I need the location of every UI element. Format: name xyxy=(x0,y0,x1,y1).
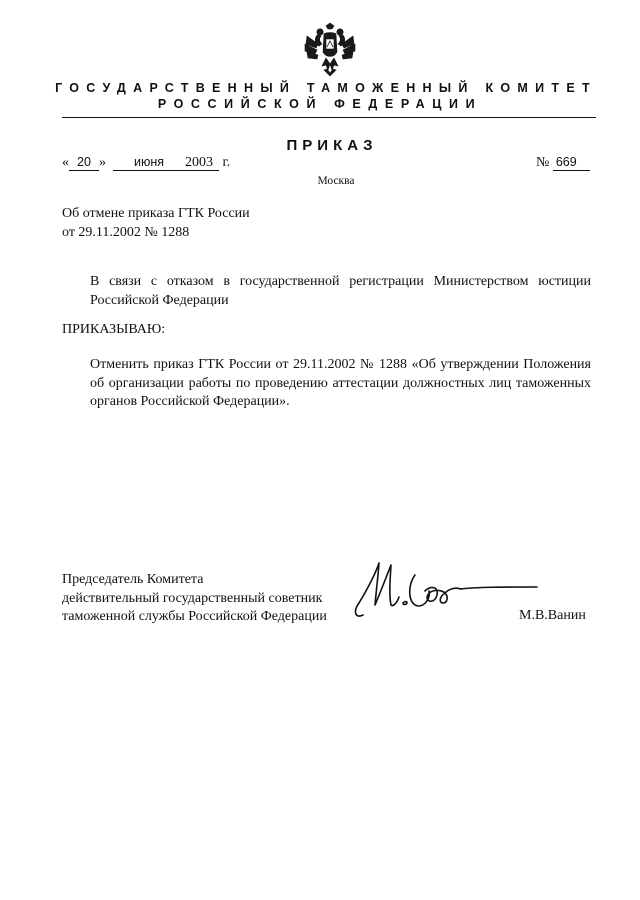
order-word: ПРИКАЗЫВАЮ: xyxy=(62,322,166,337)
date-year: 2003 xyxy=(185,155,219,171)
document-city: Москва xyxy=(317,175,355,187)
subject-line1: Об отмене приказа ГТК России xyxy=(62,206,250,221)
date-open-quote: « xyxy=(62,155,69,170)
date-year-suffix: г. xyxy=(222,155,231,170)
signatory-title-line3: таможенной службы Российской Федерации xyxy=(62,609,327,624)
signatory-title-line1: Председатель Комитета xyxy=(62,572,204,587)
number-value: 669 xyxy=(553,155,590,171)
organization-name-line1: ГОСУДАРСТВЕННЫЙ ТАМОЖЕННЫЙ КОМИТЕТ xyxy=(55,81,597,95)
document-type: ПРИКАЗ xyxy=(286,137,378,154)
signatory-title-line2: действительный государственный советник xyxy=(62,590,323,606)
header-divider xyxy=(62,117,596,118)
directive-paragraph xyxy=(62,356,591,412)
signatory-title xyxy=(62,571,327,627)
organization-name-line2: РОССИЙСКОЙ ФЕДЕРАЦИИ xyxy=(157,97,483,111)
subject-line2: от 29.11.2002 № 1288 xyxy=(62,224,190,240)
document-date xyxy=(62,155,230,171)
document-subject xyxy=(62,205,250,242)
date-day: 20 xyxy=(69,155,99,171)
document-number xyxy=(536,155,590,171)
date-close-quote: » xyxy=(99,155,106,170)
directive-text: Отменить приказ ГТК России от 29.11.2002 № 1288 «Об утверждении Положения об организации работы по проведению аттестации должностных лиц таможенных органов Российской Федерации». xyxy=(90,357,591,409)
preamble-text: В связи с отказом в государственной регистрации Министерством юстиции Российской Федерации xyxy=(90,274,591,308)
handwritten-signature xyxy=(345,553,545,633)
date-month: июня xyxy=(113,155,185,171)
signatory-name: М.В.Ванин xyxy=(519,608,586,623)
coat-of-arms-russia-icon xyxy=(304,22,356,78)
number-sign: № xyxy=(536,155,550,170)
preamble-paragraph xyxy=(62,273,591,310)
